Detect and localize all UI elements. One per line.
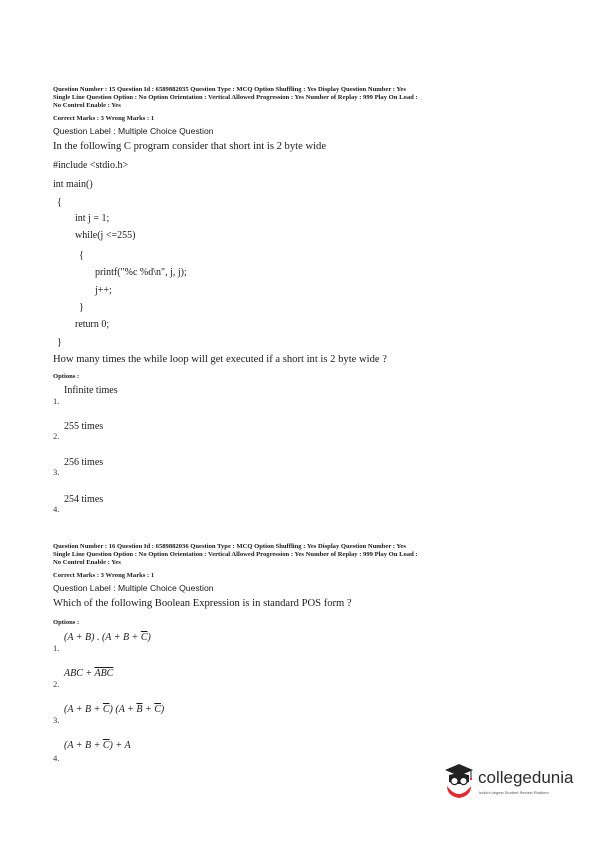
q16-meta-line-2: Single Line Question Option : No Option Orientation : Vertical Allowed Progression : Yes Number of Replay : 999 Play On Load :: [53, 551, 418, 558]
code-line-open-brace: {: [57, 197, 62, 208]
code-line-printf: printf("%c %d\n", j, j);: [95, 267, 187, 278]
q16-option-3-number: 3.: [53, 715, 60, 725]
q16-option-1-number: 1.: [53, 643, 60, 653]
q15-option-2-number: 2.: [53, 431, 60, 441]
q15-meta-line-3: No Control Enable : Yes: [53, 102, 121, 109]
q15-marks: Correct Marks : 3 Wrong Marks : 1: [53, 115, 155, 122]
code-line-int-j: int j = 1;: [75, 213, 110, 224]
q15-option-3-number: 3.: [53, 467, 60, 477]
q15-option-4-number: 4.: [53, 504, 60, 514]
q16-options-label: Options :: [53, 619, 80, 626]
q16-question-label: Question Label : Multiple Choice Question: [53, 583, 214, 593]
code-line-while: while(j <=255): [75, 230, 136, 241]
q15-meta-line-1: Question Number : 15 Question Id : 6589882035 Question Type : MCQ Option Shuffling : Yes Display Question Number : Yes: [53, 86, 406, 93]
code-line-main: int main(): [53, 179, 93, 190]
logo-tagline: India's largest Student Review Platform: [479, 790, 549, 795]
q15-option-4-text[interactable]: 254 times: [64, 494, 104, 505]
code-line-open-brace-inner: {: [79, 250, 84, 261]
q16-option-1-expression[interactable]: (A + B) . $(A + B + \overline{C})$: [64, 632, 151, 643]
q16-option-4-number: 4.: [53, 753, 60, 763]
q16-meta-line-3: No Control Enable : Yes: [53, 559, 121, 566]
q16-option-4-expression[interactable]: $(A + B + \overline{C}) + A$: [64, 740, 131, 751]
q16-option-2-number: 2.: [53, 679, 60, 689]
q15-question-label: Question Label : Multiple Choice Question: [53, 126, 214, 136]
q16-meta-line-1: Question Number : 16 Question Id : 6589882036 Question Type : MCQ Option Shuffling : Yes Display Question Number : Yes: [53, 543, 406, 550]
graduate-mascot-icon: [442, 762, 476, 800]
q15-meta-line-2: Single Line Question Option : No Option Orientation : Vertical Allowed Progression : Yes Number of Replay : 999 Play On Load :: [53, 94, 418, 101]
collegedunia-logo: [442, 762, 582, 802]
q15-option-2-text[interactable]: 255 times: [64, 421, 104, 432]
q16-marks: Correct Marks : 3 Wrong Marks : 1: [53, 572, 155, 579]
code-line-increment: j++;: [95, 285, 112, 296]
code-line-return: return 0;: [75, 319, 110, 330]
q15-question-text: How many times the while loop will get executed if a short int is 2 byte wide ?: [53, 354, 387, 365]
q16-option-3-expression[interactable]: $(A + B + \overline{C})$ $(A + \overline{B} + \overline{C})$: [64, 704, 165, 715]
q15-option-1-text[interactable]: Infinite times: [64, 385, 118, 396]
q16-option-2-expression[interactable]: ABC + $\overline{ABC}$: [64, 668, 114, 679]
q15-intro: In the following C program consider that short int is 2 byte wide: [53, 141, 327, 152]
code-line-include: #include <stdio.h>: [53, 160, 129, 171]
q15-options-label: Options :: [53, 373, 80, 380]
q16-question-text: Which of the following Boolean Expression is in standard POS form ?: [53, 598, 352, 609]
code-line-close-brace-inner: }: [79, 302, 84, 313]
code-line-close-brace: }: [57, 337, 62, 348]
logo-name: collegedunia: [478, 768, 574, 787]
q15-option-1-number: 1.: [53, 396, 60, 406]
q15-option-3-text[interactable]: 256 times: [64, 457, 104, 468]
